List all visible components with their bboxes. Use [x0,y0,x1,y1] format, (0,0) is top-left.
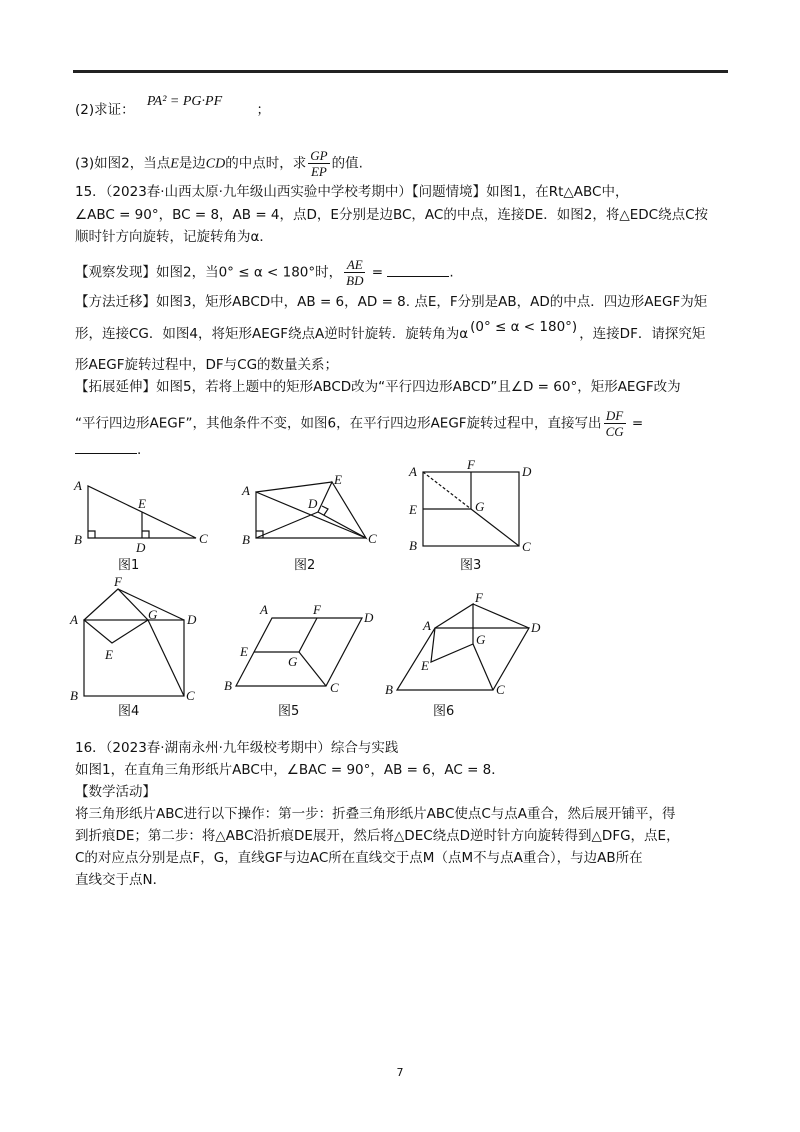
triangle-edc [318,482,366,538]
svg-text:B: B [409,538,417,553]
page-number: 7 [396,1066,404,1079]
q15-line2: ∠ABC = 90°，BC = 8，AB = 4，点D，E分别是边BC，AC的中点，连接DE．如图2，将△EDC绕点C按 [75,207,708,223]
right-angle-b [88,531,95,538]
svg-text:B: B [70,688,78,703]
svg-text:E: E [334,472,342,487]
gp-ep-fraction: $\frac{GP}{EP}$ [310,148,328,179]
right-angle-d [142,531,149,538]
svg-text:E: E [105,647,113,662]
svg-text:D: D [136,540,146,555]
figure-6 [383,590,553,700]
q15-line8: 【拓展延伸】如图5，若将上题中的矩形ABCD改为“平行四边形ABCD”且∠D = 60°，矩形AEGF改为 [75,379,681,395]
svg-text:G: G [476,632,486,647]
svg-text:D: D [522,464,532,479]
q14-part3: (3)如图2，当点E是边CD的中点时，求 $\frac{GP}{EP}$ 的值. [75,148,363,179]
segment-ag-dashed [423,472,471,509]
q15-line5: 【方法迁移】如图3，矩形ABCD中，AB = 6，AD = 8. 点E，F分别是AB，AD的中点．四边形AEGF为矩 [75,294,708,310]
caption-fig1: 图1 [118,558,140,573]
figure-5 [222,600,382,700]
parallelogram-abcd [397,628,529,690]
svg-text:D: D [187,612,197,627]
svg-text:F: F [114,574,122,589]
right-angle-d [322,506,328,515]
svg-text:B: B [74,532,82,547]
q16-line4: 将三角形纸片ABC进行以下操作：第一步：折叠三角形纸片ABC使点C与点A重合，然后展开铺平，得 [75,806,676,822]
caption-fig5: 图5 [278,704,300,719]
svg-text:C: C [199,531,208,546]
svg-text:A: A [242,483,250,498]
parallelogram-aegf [431,604,473,662]
svg-text:D: D [308,496,318,511]
segment-gc [471,509,519,546]
figure-3 [405,457,545,555]
figure-4 [70,574,210,703]
q15-line10: . [75,440,141,460]
svg-text:G: G [288,654,298,669]
segment-gc [299,652,326,686]
svg-text:G: G [148,607,158,622]
q16-line6: C的对应点分别是点F，G，直线GF与边AC所在直线交于点M（点M不与点A重合），与边AB所在 [75,850,643,866]
svg-text:C: C [330,680,339,695]
segment-bd [256,512,318,538]
caption-fig3: 图3 [460,558,482,573]
segment-ae [256,482,332,492]
svg-text:B: B [242,532,250,547]
svg-text:F: F [475,590,483,605]
caption-fig4: 图4 [118,704,140,719]
q15-line4: 【观察发现】如图2，当0° ≤ α < 180°时， $\frac{AE}{BD}$ = . [75,257,454,288]
svg-text:D: D [364,610,374,625]
answer-blank-1 [387,264,449,277]
caption-fig2: 图2 [294,558,316,573]
rectangle-aegf [84,589,148,643]
q15-line1: 15．（2023春·山西太原·九年级山西实验中学校考期中）【问题情境】如图1，在Rt△ABC中， [75,184,629,200]
q16-line5: 到折痕DE；第二步：将△ABC沿折痕DE展开，然后将△DEC绕点D逆时针方向旋转得到△DFG，点E， [75,828,680,844]
q16-line2: 如图1，在直角三角形纸片ABC中，∠BAC = 90°，AB = 6，AC = 8． [75,762,505,778]
svg-text:E: E [138,496,146,511]
answer-blank-2 [75,441,137,454]
q15-line7: 形AEGF旋转过程中，DF与CG的数量关系； [75,357,339,373]
svg-text:E: E [409,502,417,517]
svg-text:F: F [313,602,321,617]
segment-gc [148,620,184,696]
svg-text:E: E [421,658,429,673]
ae-bd-fraction: $\frac{AE}{BD}$ [346,257,364,288]
svg-text:C: C [368,531,377,546]
svg-text:C: C [522,539,531,554]
caption-fig6: 图6 [433,704,455,719]
svg-text:E: E [240,644,248,659]
svg-text:G: G [475,499,485,514]
segment-fd [473,604,529,628]
q14-part2: (2)求证： PA² = PG·PF ； [75,94,270,118]
q15-line9: “平行四边形AEGF”，其他条件不变，如图6，在平行四边形AEGF旋转过程中，直接写出 $\frac{DF}{CG}$ = [75,408,644,439]
svg-text:A: A [260,602,268,617]
q15-line6: 形，连接CG．如图4，将矩形AEGF绕点A逆时针旋转．旋转角为α (0° ≤ α < 180°) ，连接DF．请探究矩 [75,319,706,342]
q16-line3: 【数学活动】 [75,784,156,800]
svg-text:A: A [423,618,431,633]
svg-text:B: B [385,682,393,697]
svg-text:A: A [70,612,78,627]
segment-gc [473,644,493,690]
svg-text:A: A [409,464,417,479]
figure-1 [70,470,210,560]
svg-text:C: C [186,688,195,703]
rectangle-abcd [84,620,184,696]
header-rule [73,70,728,73]
svg-text:B: B [224,678,232,693]
q15-line3: 顺时针方向旋转，记旋转角为α． [75,229,273,245]
svg-text:A: A [74,478,82,493]
q16-line7: 直线交于点N． [75,872,167,888]
q16-line1: 16．（2023春·湖南永州·九年级校考期中）综合与实践 [75,740,399,756]
svg-text:C: C [496,682,505,697]
svg-text:F: F [467,457,475,472]
figure-2 [240,470,380,560]
df-cg-fraction: $\frac{DF}{CG}$ [605,408,624,439]
svg-text:D: D [531,620,541,635]
